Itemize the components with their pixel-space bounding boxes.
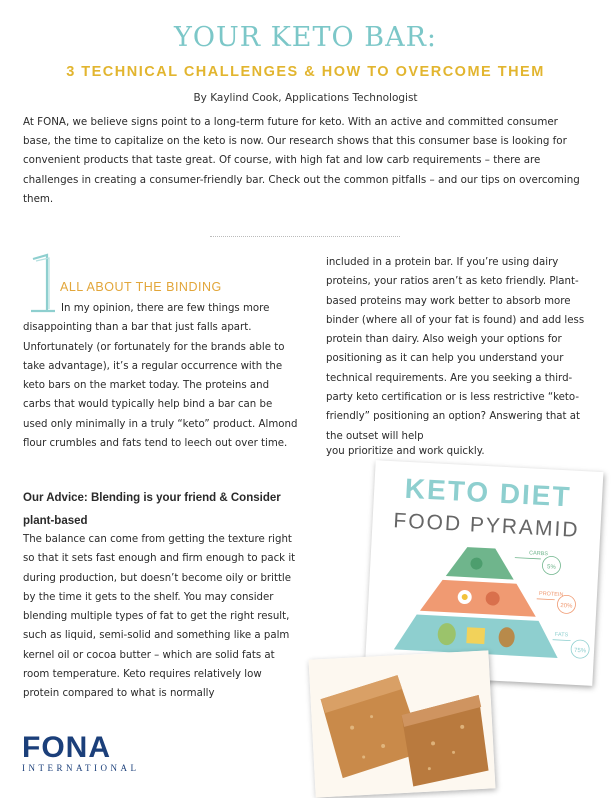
column-2-paragraph: included in a protein bar. If you’re using dairy proteins, your ratios aren’t as keto friendly. Plant-based proteins may work better to absorb more binder (where all of your fat is found) and add less protein than dairy. Also weigh your options for positioning as it can help you understand your technical requirements. Are you seeking a third-party keto certification or is less restrictive “keto-friendly” positioning an option? Answering that at the outset will help [326,257,585,442]
advice-heading: Our Advice: Blending is your friend & Consider plant-based [23,492,281,527]
tier-value-fats: 75% [573,647,587,655]
tier-label-fats: FATS [554,631,569,639]
section-paragraph-1: In my opinion, there are few things more disappointing than a bar that just falls apart. Unfortunately (or fortunately for the brands able to take advantage), it’s a regular occurrence with the keto bars on the market today. The proteins and carbs that would typically help bind a bar can be used only minimally in a truly “keto” product. Almond flour crumbles and fats tend to leech out over time. [23,303,298,450]
tier-label-protein: PROTEIN [538,590,564,599]
page-subtitle: 3 TECHNICAL CHALLENGES & HOW TO OVERCOME THEM [66,64,545,80]
logo-word: FONA [22,731,111,764]
logo-subtext: INTERNATIONAL [22,763,140,773]
section-paragraph-2: The balance can come from getting the texture right so that it sets fast enough and firm enough to pack it during production, but doesn’t become oily or brittle by the time it gets to the shelf. You may consider blending multiple types of fat to get the right result, such as liquid, semi-solid and something like a palm kernel oil or cocoa butter – which are solid fats at room temperature. Keto requires relatively low protein compared to what is normally [23,534,296,700]
fona-logo [22,733,152,781]
page-title: YOUR KETO BAR: [174,22,437,53]
keto-bar-photo [309,650,496,797]
tier-label-carbs: CARBS [528,550,549,558]
pyramid-title-line1: KETO DIET [404,472,573,513]
column-2-ending: you prioritize and work quickly. [326,446,485,457]
section-title: ALL ABOUT THE BINDING [60,280,222,294]
tier-value-protein: 20% [560,603,573,610]
tier-value-carbs: 5% [546,564,556,571]
cheese-icon [466,627,485,644]
pyramid-tier-protein [420,579,538,617]
section-number-text: 1 [41,298,42,299]
pyramid-title-line2: FOOD PYRAMID [392,509,581,542]
divider [210,236,400,237]
byline: By Kaylind Cook, Applications Technologist [193,92,418,104]
intro-paragraph: At FONA, we believe signs point to a long-term future for keto. With an active and committed consumer base, the time to capitalize on the keto is now. Our research shows that this consumer base is looking for convenient products that taste great. Of course, with high fat and low carb requirements – there are challenges in creating a consumer-friendly bar. Check out the common pitfalls – and our tips on overcoming them. [23,116,580,205]
